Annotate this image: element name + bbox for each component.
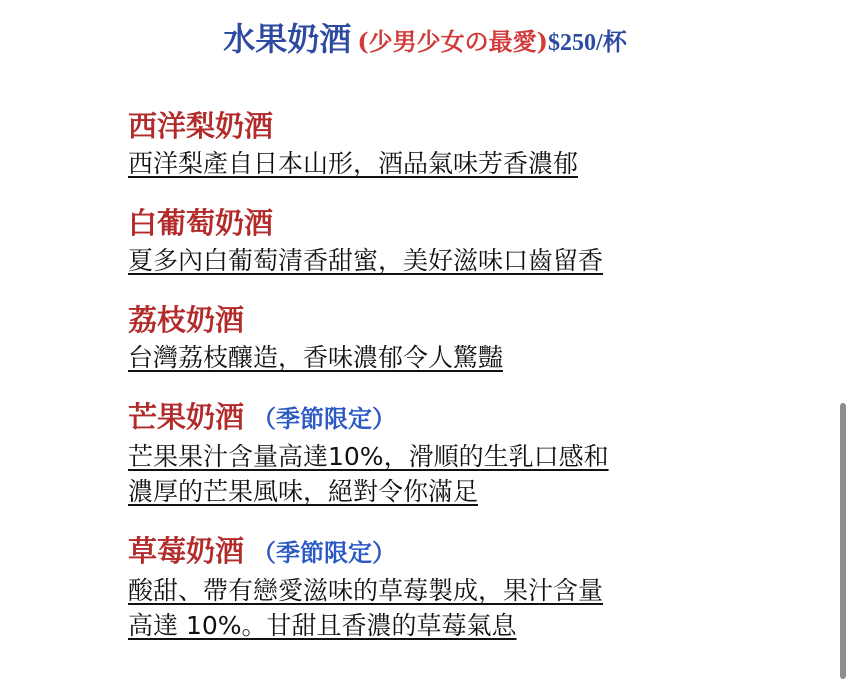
menu-price: $250/杯	[548, 30, 627, 56]
menu-item-mango	[128, 397, 768, 509]
menu-items	[128, 106, 768, 665]
item-name: 芒果奶酒	[128, 400, 245, 434]
item-name-row	[128, 531, 768, 573]
menu-item-white-grape	[128, 203, 768, 278]
item-desc: 西洋梨產自日本山形，酒品氣味芳香濃郁	[128, 149, 579, 178]
item-desc-line-1: 芒果果汁含量高達10%，滑順的生乳口感和	[128, 442, 609, 471]
menu-item-lychee	[128, 300, 768, 375]
menu-header	[0, 14, 850, 60]
item-name-row	[128, 203, 768, 243]
menu-item-pear	[128, 106, 768, 181]
item-desc-line-2: 高達 10%。甘甜且香濃的草莓氣息	[128, 611, 517, 640]
menu-subtitle: (少男少女の最愛)	[357, 27, 549, 56]
item-name: 白葡萄奶酒	[128, 206, 274, 240]
item-name: 荔枝奶酒	[128, 303, 245, 337]
menu-title: 水果奶酒	[223, 20, 352, 58]
item-desc: 夏多內白葡萄清香甜蜜，美好滋味口齒留香	[128, 246, 604, 275]
vertical-scrollbar[interactable]	[840, 403, 846, 679]
item-name: 西洋梨奶酒	[128, 109, 274, 143]
item-desc-line-2: 濃厚的芒果風味，絕對令你滿足	[128, 477, 479, 506]
item-name-row	[128, 106, 768, 146]
item-name-row	[128, 300, 768, 340]
item-desc-line-1: 酸甜、帶有戀愛滋味的草莓製成，果汁含量	[128, 576, 604, 605]
seasonal-note: （季節限定）	[252, 539, 397, 567]
menu-item-strawberry	[128, 531, 768, 643]
item-name: 草莓奶酒	[128, 534, 245, 568]
item-desc: 台灣荔枝釀造，香味濃郁令人驚豔	[128, 343, 504, 372]
item-name-row	[128, 397, 768, 439]
seasonal-note: （季節限定）	[252, 405, 397, 433]
